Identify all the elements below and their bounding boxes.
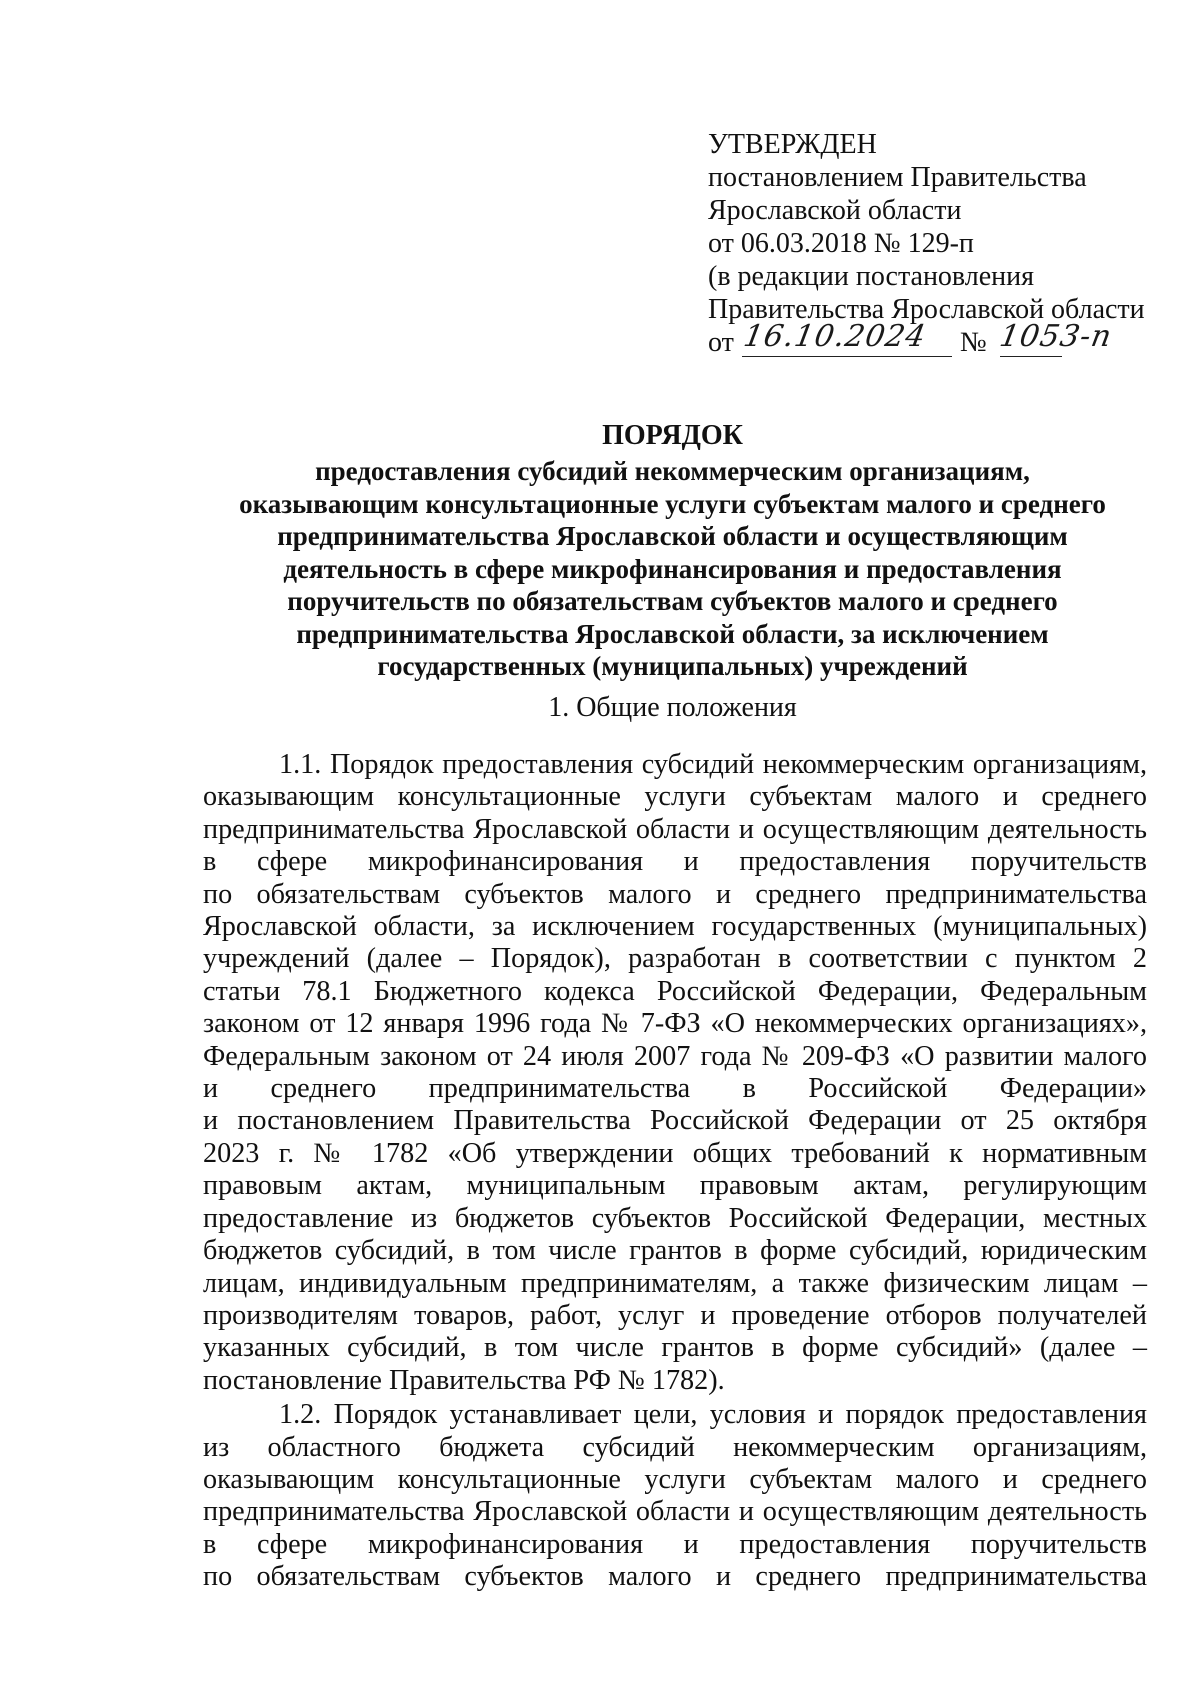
approval-line-4: (в редакции постановления xyxy=(708,261,1035,292)
approval-line-1: постановлением Правительства xyxy=(708,162,1087,193)
paragraph-line: и среднего предпринимательства в Российской Федерации» xyxy=(203,1073,1147,1105)
paragraph-line: правовым актам, муниципальным правовым актам, регулирующим xyxy=(203,1170,1147,1202)
paragraph-line: Ярославской области, за исключением государственных (муниципальных) xyxy=(203,911,1147,943)
subtitle-line: предпринимательства Ярославской области, за исключением xyxy=(296,618,1049,649)
paragraph-line: в сфере микрофинансирования и предоставления поручительств xyxy=(203,846,1147,878)
paragraph-line: законом от 12 января 1996 года № 7-ФЗ «О некоммерческих организациях», xyxy=(203,1008,1147,1040)
paragraph-line: учреждений (далее – Порядок), разработан в соответствии с пунктом 2 xyxy=(203,943,1147,975)
date-underline xyxy=(742,356,952,357)
approval-title: УТВЕРЖДЕН xyxy=(708,129,877,160)
paragraph-line: по обязательствам субъектов малого и среднего предпринимательства xyxy=(203,1561,1147,1593)
paragraph-line: указанных субсидий, в том числе грантов в форме субсидий» (далее – xyxy=(203,1332,1147,1364)
paragraph-line: постановление Правительства РФ № 1782). xyxy=(203,1364,725,1396)
document-subtitle xyxy=(120,455,1200,683)
paragraph-line: и постановлением Правительства Российской Федерации от 25 октября xyxy=(203,1105,1147,1137)
subtitle-line: деятельность в сфере микрофинансирования и предоставления xyxy=(283,553,1062,584)
document-title xyxy=(120,420,1200,456)
paragraph-line: 1.1. Порядок предоставления субсидий некоммерческим организациям, xyxy=(279,749,1147,780)
number-underline xyxy=(1000,356,1062,357)
paragraph-line: лицам, индивидуальным предпринимателям, а также физическим лицам – xyxy=(203,1267,1147,1299)
subtitle-line: оказывающим консультационные услуги субъектам малого и среднего xyxy=(239,488,1106,519)
paragraph-line: из областного бюджета субсидий некоммерческим организациям, xyxy=(203,1431,1147,1463)
paragraph-line: производителям товаров, работ, услуг и проведение отборов получателей xyxy=(203,1299,1147,1331)
approval-stamp-block xyxy=(708,128,1178,362)
paragraph-line: Федеральным законом от 24 июля 2007 года № 209-ФЗ «О развитии малого xyxy=(203,1040,1147,1072)
document-heading: ПОРЯДОК xyxy=(602,420,743,451)
paragraph-line: бюджетов субсидий, в том числе грантов в форме субсидий, юридическим xyxy=(203,1235,1147,1267)
subtitle-line: предоставления субсидий некоммерческим организациям, xyxy=(315,456,1030,486)
paragraph-line: предоставление из бюджетов субъектов Российской Федерации, местных xyxy=(203,1202,1147,1234)
paragraph-line: 1.2. Порядок устанавливает цели, условия и порядок предоставления xyxy=(279,1399,1147,1431)
number-label: № xyxy=(960,327,987,358)
paragraph-line: по обязательствам субъектов малого и среднего предпринимательства xyxy=(203,878,1147,910)
approval-line-5: Правительства Ярославской области xyxy=(708,294,1145,325)
handwritten-number: 1053-п xyxy=(996,319,1115,354)
paragraph-1-1 xyxy=(203,749,1147,1397)
paragraph-line: оказывающим консультационные услуги субъектам малого и среднего xyxy=(203,781,1147,813)
paragraph-line: в сфере микрофинансирования и предоставления поручительств xyxy=(203,1528,1147,1560)
subtitle-line: предпринимательства Ярославской области и осуществляющим xyxy=(277,521,1068,551)
handwritten-date: 16.10.2024 xyxy=(740,319,929,354)
paragraph-line: 2023 г. № 1782 «Об утверждении общих требований к нормативным xyxy=(203,1137,1147,1169)
section-heading: 1. Общие положения xyxy=(548,692,797,723)
paragraph-line: предпринимательства Ярославской области и осуществляющим деятельность xyxy=(203,1496,1147,1528)
paragraph-line: предпринимательства Ярославской области и осуществляющим деятельность xyxy=(203,813,1147,845)
subtitle-line: поручительств по обязательствам субъектов малого и среднего xyxy=(287,586,1058,616)
amendment-date-number-row xyxy=(708,319,1178,362)
date-label: от xyxy=(708,327,734,358)
subtitle-line: государственных (муниципальных) учреждений xyxy=(377,651,968,681)
paragraph-line: статьи 78.1 Бюджетного кодекса Российской Федерации, Федеральным xyxy=(203,975,1147,1007)
approval-line-2: Ярославской области xyxy=(708,195,962,226)
document-body xyxy=(203,749,1147,1594)
approval-line-3: от 06.03.2018 № 129-п xyxy=(708,228,974,259)
paragraph-1-2 xyxy=(203,1399,1147,1593)
paragraph-line: оказывающим консультационные услуги субъектам малого и среднего xyxy=(203,1463,1147,1495)
